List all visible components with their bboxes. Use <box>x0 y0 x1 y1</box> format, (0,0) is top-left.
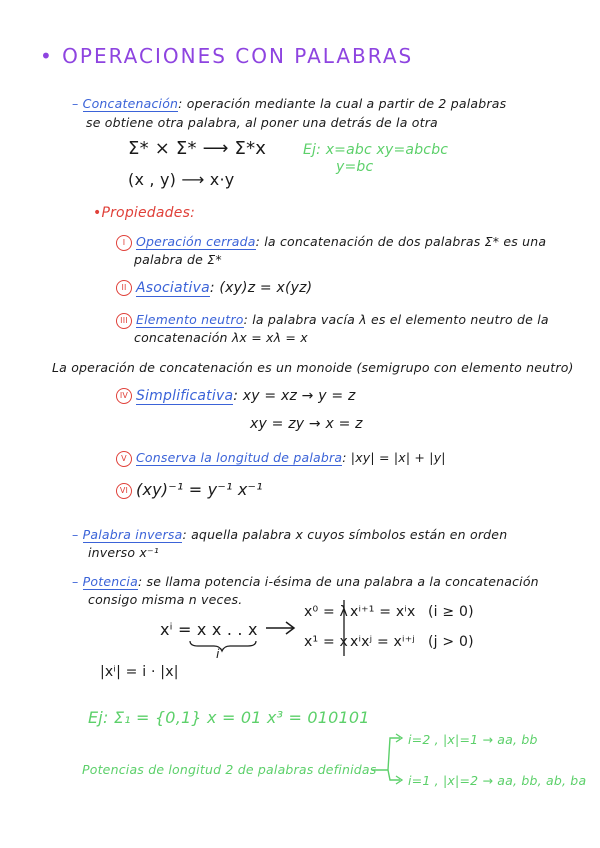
potencia-dash: – <box>72 574 79 589</box>
prop-text-1b: palabra de Σ* <box>134 252 222 267</box>
prop-label-4: Simplificativa <box>136 388 234 404</box>
potencia-line-1 <box>72 574 539 589</box>
potencia-label: Potencia <box>82 574 138 589</box>
prop-item-1 <box>116 234 546 251</box>
inversa-line-1 <box>72 527 507 542</box>
potencia-brace <box>190 641 256 651</box>
concat-label: Concatenación <box>82 96 179 111</box>
propiedades-label: •Propiedades: <box>93 205 195 221</box>
prop-number-3: III <box>116 313 132 329</box>
prop-number-2: II <box>116 280 132 296</box>
concat-formula-1: Σ* × Σ* ⟶ Σ*x <box>128 138 267 159</box>
prop-label-2: Asociativa <box>136 280 210 296</box>
inversa-text-1: : aquella palabra x cuyos símbolos están en orden <box>182 527 508 542</box>
prop-item-5 <box>116 450 446 467</box>
potencia-rule-2: xⁱxʲ = xⁱ⁺ʲ <box>350 634 415 650</box>
ejemplo-branch-arrow-1 <box>396 734 402 742</box>
ejemplo-branch-2: i=1 , |x|=2 → aa, bb, ab, ba <box>408 773 587 788</box>
page-title: • OPERACIONES CON PALABRAS <box>40 44 414 68</box>
concat-formula-2: (x , y) ⟶ x·y <box>128 170 235 189</box>
inversa-dash: – <box>72 527 79 542</box>
prop-text-4b: xy = zy → x = z <box>250 416 363 432</box>
prop-text-6: (xy)⁻¹ = y⁻¹ x⁻¹ <box>136 480 263 499</box>
prop-label-3: Elemento neutro <box>136 312 244 327</box>
prop-label-5: Conserva la longitud de palabra <box>136 450 343 465</box>
prop-item-6 <box>116 480 263 499</box>
prop-label-1: Operación cerrada <box>136 234 256 249</box>
prop-number-5: V <box>116 451 132 467</box>
prop-number-4: IV <box>116 388 132 404</box>
prop-text-1: : la concatenación de dos palabras Σ* es una <box>255 234 547 249</box>
prop-text-3b: concatenación λx = xλ = x <box>134 330 308 345</box>
concat-dash: – <box>72 96 79 111</box>
inversa-text-2: inverso x⁻¹ <box>88 545 159 560</box>
potencia-def-2: x¹ = x <box>304 634 349 650</box>
concat-text-2: se obtiene otra palabra, al poner una detrás de la otra <box>86 115 438 130</box>
prop-text-3: : la palabra vacía λ es el elemento neutro de la <box>243 312 549 327</box>
prop-number-6: VI <box>116 483 132 499</box>
prop-text-4: : xy = xz → y = z <box>233 388 356 404</box>
potencia-lhs: xⁱ = x x . . x <box>160 620 258 639</box>
potencia-rule-1: xⁱ⁺¹ = xⁱx <box>350 604 416 620</box>
prop-number-1: I <box>116 235 132 251</box>
concat-example-2: y=bc <box>336 159 374 175</box>
prop-text-2: : (xy)z = x(yz) <box>209 280 313 296</box>
potencia-text-2: consigo misma n veces. <box>88 592 243 607</box>
prop-item-4 <box>116 388 356 404</box>
monoide-note: La operación de concatenación es un monoide (semigrupo con elemento neutro) <box>52 360 574 375</box>
prop-item-3 <box>116 312 549 329</box>
inversa-label: Palabra inversa <box>82 527 183 542</box>
ejemplo-branch-1: i=2 , |x|=1 → aa, bb <box>408 732 538 747</box>
ejemplo-branch-arrow-2 <box>396 776 402 784</box>
potencia-text-1: : se llama potencia i-ésima de una palabra a la concatenación <box>137 574 539 589</box>
potencia-cond-1: (i ≥ 0) <box>428 604 474 620</box>
potencia-arrow <box>266 622 294 634</box>
concat-example-1: Ej: x=abc xy=abcbc <box>303 142 449 158</box>
concat-line-1 <box>72 96 506 111</box>
prop-text-5: : |xy| = |x| + |y| <box>342 450 446 465</box>
potencia-def-1: x⁰ = λ <box>304 604 349 620</box>
prop-item-2 <box>116 280 312 296</box>
potencia-length: |xⁱ| = i · |x| <box>100 664 179 680</box>
concat-text-1: : operación mediante la cual a partir de 2 palabras <box>178 96 507 111</box>
potencia-brace-label: i <box>216 646 220 661</box>
potencia-cond-2: (j > 0) <box>428 634 474 650</box>
ejemplo-potencias: Potencias de longitud 2 de palabras definidas <box>82 762 377 777</box>
ejemplo-line: Ej: Σ₁ = {0,1} x = 01 x³ = 010101 <box>88 708 370 727</box>
